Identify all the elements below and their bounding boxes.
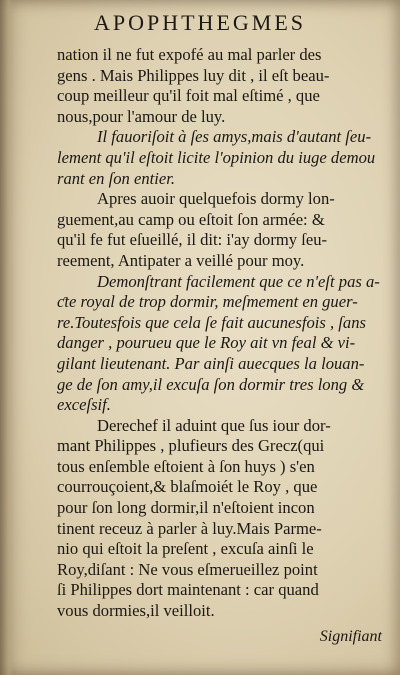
text-line: vous dormies,il veilloit. [57,601,215,621]
text-line: ſi Philippes dort maintenant : car quand [57,580,319,600]
text-line: tous enſemble eſtoient à ſon huys ) s'en [57,456,315,476]
text-block [57,45,389,622]
page-gutter-shadow [0,0,14,675]
text-line: pour ſon long dormir,il n'eſtoient incon [57,498,315,518]
text-line: re.Toutesfois que cela ſe fait aucunesfois , ſans [57,312,366,332]
text-line: rant en ſon entier. [57,168,175,188]
text-line: nous,pour l'amour de luy. [57,106,226,126]
text-line: ƈte royal de trop dormir, meſmement en guer- [57,292,358,312]
running-head: APOPHTHEGMES [93,10,307,35]
text-line: mant Philippes , plufieurs des Grecz(qui [57,436,325,456]
text-line: Derechef il aduint que ſus iour dor- [97,415,331,435]
text-line: nio qui eſtoit la preſent , excuſa ainſi le [57,539,314,559]
text-line: qu'il fe fut eſueillé, il dit: i'ay dormy ſeu- [57,230,328,250]
text-line: Apres auoir quelquefois dormy lon- [97,189,335,209]
text-line: coup meilleur qu'il foit mal eſtimé , que [57,86,320,106]
text-line: Demonſtrant facilement que ce n'eſt pas a- [97,271,380,291]
text-line: Roy,diſant : Ne vous eſmerueillez point [57,559,318,579]
text-line: nation il ne fut expofé au mal parler des [57,45,322,64]
text-line: gilant lieutenant. Par ainſi auecques la louan- [57,353,365,373]
text-line: danger , pourueu que le Roy ait vn feal & vi- [57,333,356,353]
text-line: ge de ſon amy,il excuſa ſon dormir tres long & [57,374,365,394]
text-line: Il fauoriſoit à ſes amys,mais d'autant ſeu- [97,127,372,147]
text-line: lement qu'il eſtoit licite l'opinion du iuge demou [57,147,376,167]
text-line: tinent receuz à parler à luy.Mais Parme- [57,518,322,538]
text-line: guement,au camp ou eſtoit ſon armée: & [57,209,325,229]
text-line: exceſsif. [57,395,111,415]
text-line: reement, Antipater a veillé pour moy. [57,250,305,270]
text-line: gens . Mais Philippes luy dit , il eſt beau- [57,65,330,85]
catchword: Signifiant [319,628,382,645]
text-line: courrouçoient,& blaſmoiét le Roy , que [57,477,318,497]
